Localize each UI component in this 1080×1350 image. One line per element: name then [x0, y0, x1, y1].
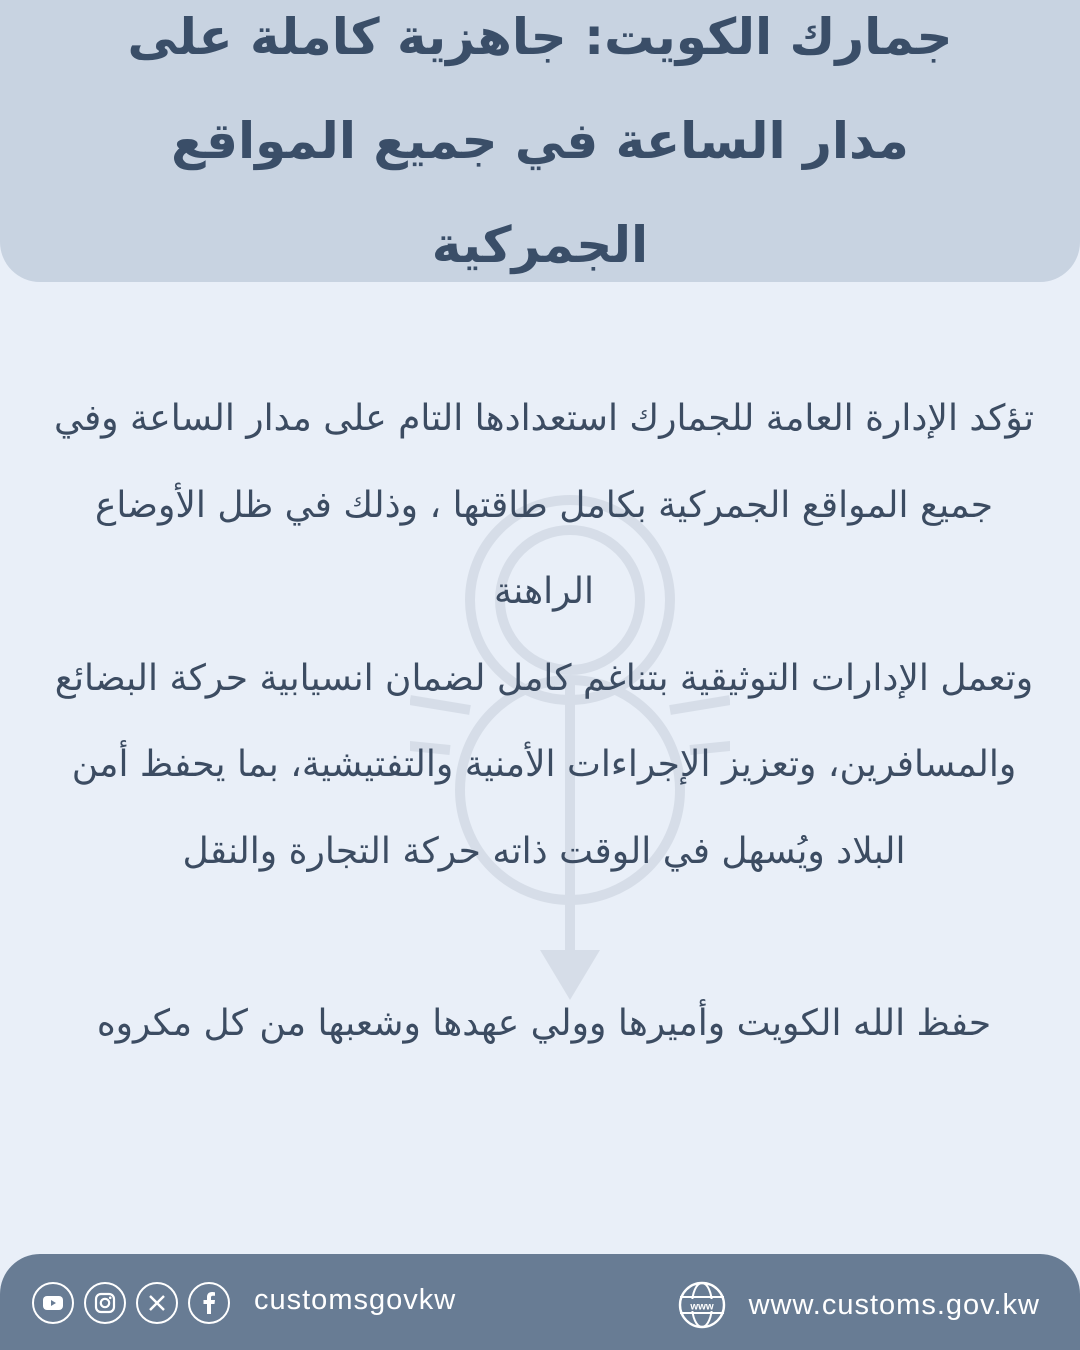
website-link[interactable] [677, 1280, 1040, 1330]
website-url[interactable]: www.customs.gov.kw [748, 1288, 1040, 1321]
youtube-icon[interactable] [32, 1282, 74, 1324]
instagram-icon[interactable] [84, 1282, 126, 1324]
announcement-body [40, 376, 1048, 1068]
social-links [32, 1282, 456, 1324]
social-handle[interactable]: customsgovkw [254, 1283, 457, 1316]
globe-label: www [689, 1301, 714, 1313]
x-icon[interactable] [136, 1282, 178, 1324]
closing-prayer: حفظ الله الكويت وأميرها وولي عهدها وشعبها من كل مكروه [96, 1003, 992, 1044]
footer-bar [0, 1254, 1080, 1350]
statement-paragraph: تؤكد الإدارة العامة للجمارك استعدادها التام على مدار الساعة وفي جميع المواقع الجمركية بكامل طاقتها ، وذلك في ظل الأوضاع الراهنة [53, 398, 1035, 612]
facebook-icon[interactable] [188, 1282, 230, 1324]
operations-paragraph: وتعمل الإدارات التوثيقية بتناغم كامل لضمان انسيابية حركة البضائع والمسافرين، وتعزيز الإجراءات الأمنية والتفتيشية، بما يحفظ أمن البلاد ويُسهل في الوقت ذاته حركة التجارة والنقل [54, 657, 1034, 872]
header-banner [0, 0, 1080, 282]
globe-icon [677, 1280, 727, 1330]
page-title: جمارك الكويت: جاهزية كاملة على مدار الساعة في جميع المواقع الجمركية [127, 8, 953, 274]
